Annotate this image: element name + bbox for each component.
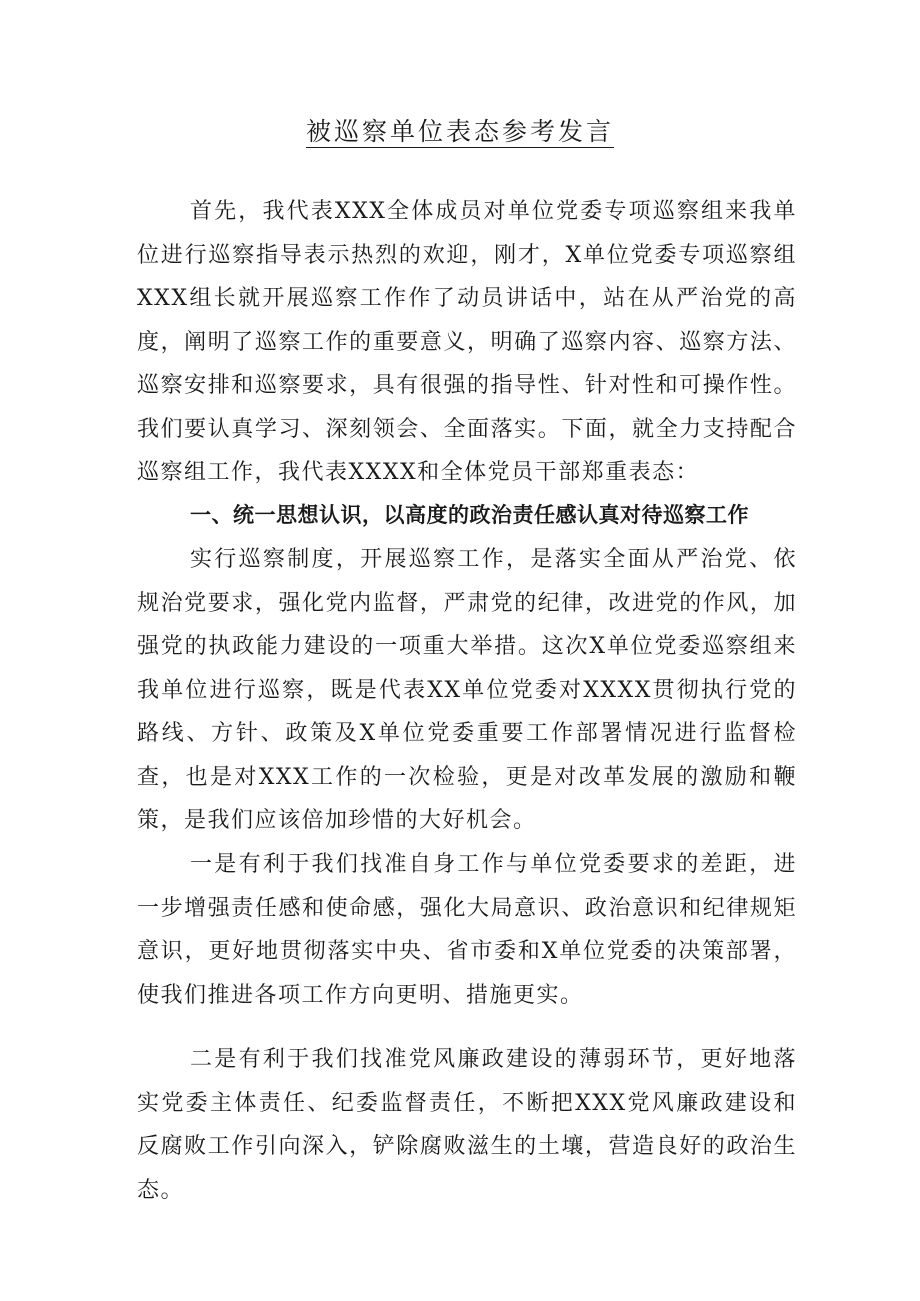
- intro-paragraph: 首先，我代表XXX全体成员对单位党委专项巡察组来我单位进行巡察指导表示热烈的欢迎，刚才，X单位党委专项巡察组XXX组长就开展巡察工作作了动员讲话中，站在从严治党的高度，阐明了巡察工作的重要意义，明确了巡察内容、巡察方法、巡察安排和巡察要求，具有很强的指导性、针对性和可操作性。我们要认真学习、深刻领会、全面落实。下面，就全力支持配合巡察组工作，我代表XXXX和全体党员干部郑重表态：: [137, 199, 797, 485]
- section-heading: 一、统一思想认识，以高度的政治责任感认真对待巡察工作: [190, 503, 749, 527]
- document-title: [0, 112, 920, 152]
- point-two-paragraph: 二是有利于我们找准党风廉政建设的薄弱环节，更好地落实党委主体责任、纪委监督责任，不断把XXX党风廉政建设和反腐败工作引向深入，铲除腐败滋生的土壤，营造良好的政治生态。: [137, 1047, 797, 1203]
- point-one-paragraph: 一是有利于我们找准自身工作与单位党委要求的差距，进一步增强责任感和使命感，强化大局意识、政治意识和纪律规矩意识，更好地贯彻落实中央、省市委和X单位党委的决策部署，使我们推进各项工作方向更明、措施更实。: [137, 852, 797, 1008]
- section-paragraph: 实行巡察制度，开展巡察工作，是落实全面从严治党、依规治党要求，强化党内监督，严肃党的纪律，改进党的作风，加强党的执政能力建设的一项重大举措。这次X单位党委巡察组来我单位进行巡察，既是代表XX单位党委对XXXX贯彻执行党的路线、方针、政策及X单位党委重要工作部署情况进行监督检查，也是对XXX工作的一次检验，更是对改革发展的激励和鞭策，是我们应该倍加珍惜的大好机会。: [137, 547, 797, 833]
- document-title-text: 被巡察单位表态参考发言: [305, 117, 614, 146]
